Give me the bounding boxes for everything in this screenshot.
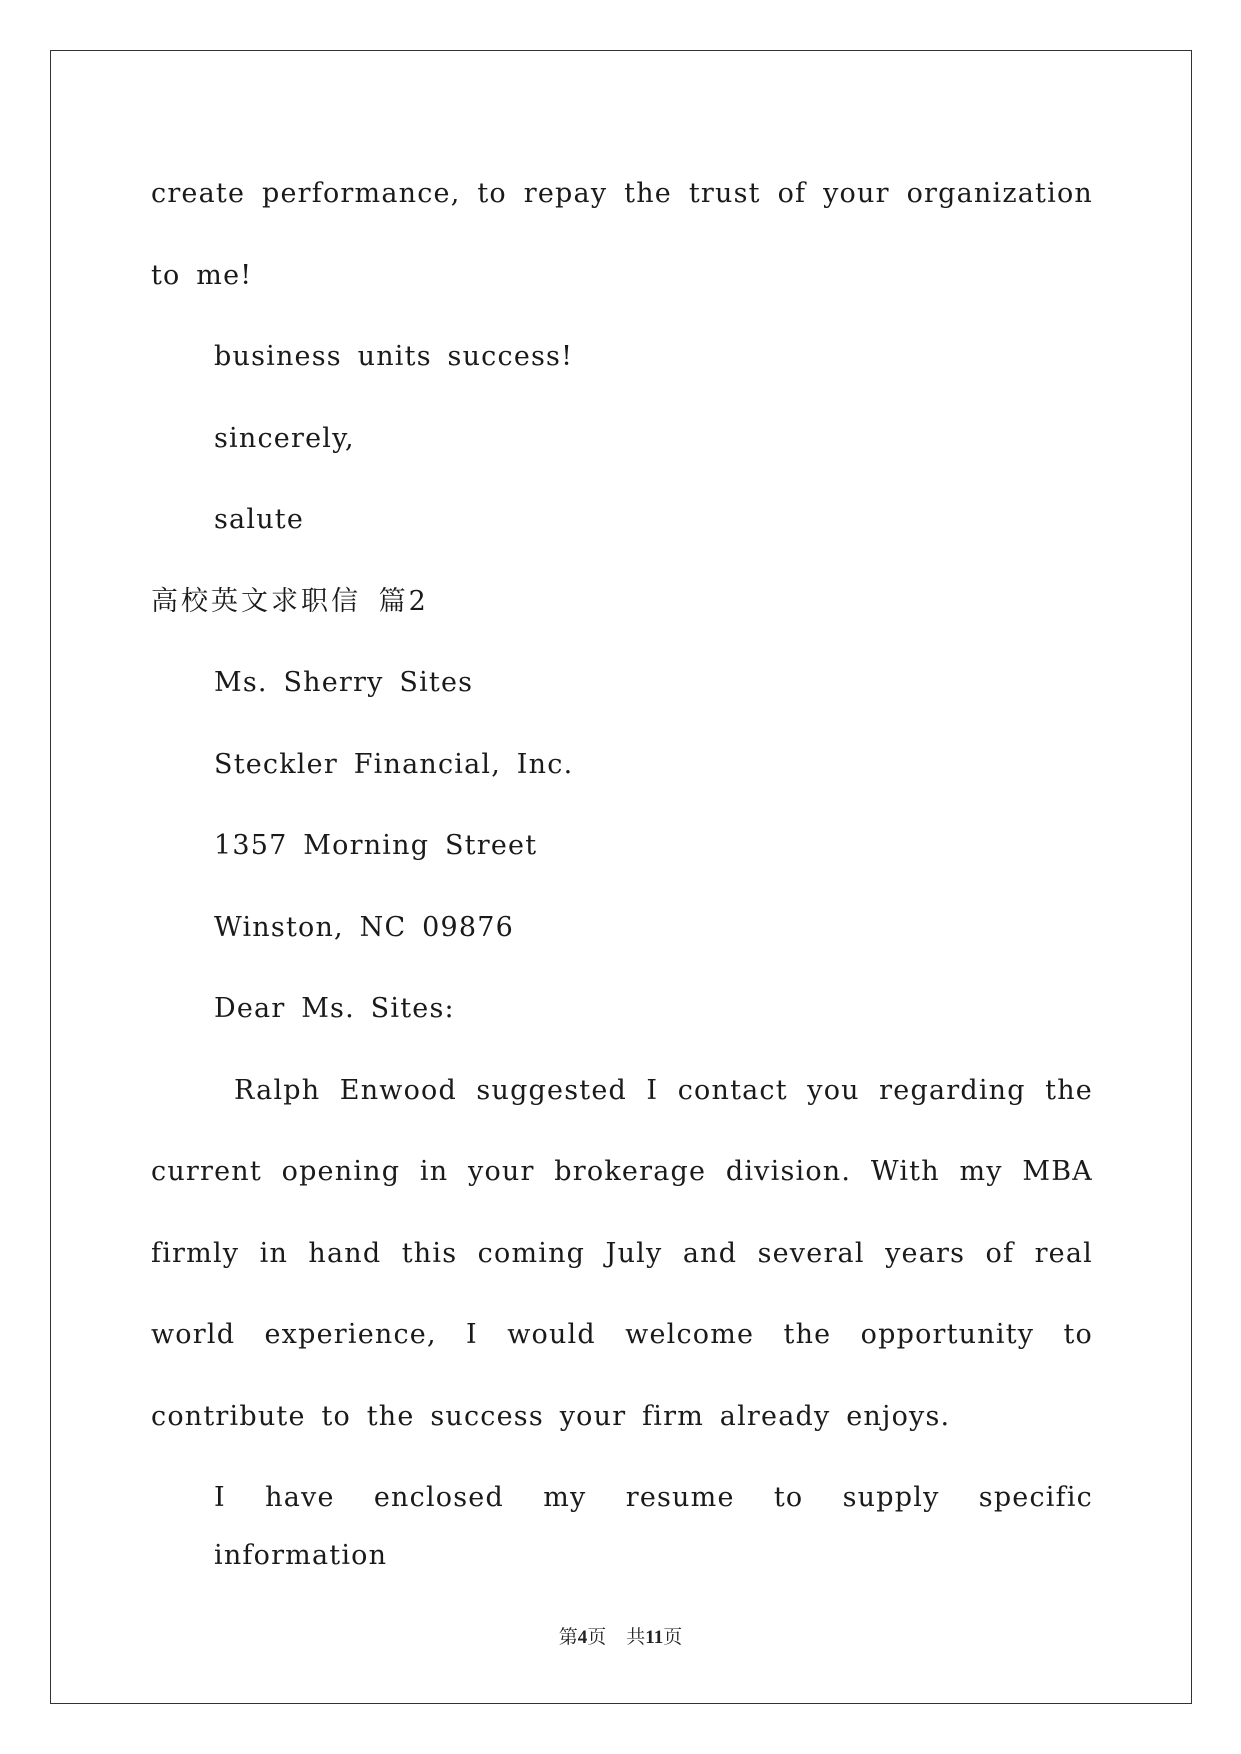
paragraph-line: Ralph Enwood suggested I contact you regarding the: [234, 1074, 1093, 1106]
address-line: 1357 Morning Street: [214, 830, 538, 861]
address-line: Steckler Financial, Inc.: [214, 748, 574, 780]
body-line: business units success!: [214, 341, 574, 372]
address-line: Winston, NC 09876: [214, 911, 514, 943]
footer-prefix: 第: [558, 1627, 578, 1648]
closing-line: sincerely,: [214, 422, 355, 454]
page-footer: [0, 1622, 1241, 1649]
section-heading: 高校英文求职信 篇2: [151, 585, 429, 617]
salutation: Dear Ms. Sites:: [214, 993, 455, 1024]
paragraph-line: firmly in hand this coming July and several years of real: [151, 1237, 1093, 1269]
footer-total-prefix: 共: [626, 1627, 646, 1648]
paragraph-line: contribute to the success your firm already enjoys.: [151, 1400, 951, 1432]
current-page-number: 4: [577, 1627, 588, 1648]
total-pages-number: 11: [645, 1627, 664, 1648]
closing-line: salute: [214, 504, 305, 535]
footer-page-suffix: 页: [587, 1627, 607, 1648]
body-line: create performance, to repay the trust of your organization: [151, 178, 1093, 209]
body-line: to me!: [151, 259, 253, 291]
document-body: [151, 165, 1093, 1571]
paragraph-line: current opening in your brokerage division. With my MBA: [151, 1156, 1093, 1187]
paragraph-line: I have enclosed my resume to supply specific information: [214, 1482, 1093, 1571]
address-line: Ms. Sherry Sites: [214, 667, 474, 698]
footer-total-suffix: 页: [663, 1627, 683, 1648]
paragraph-line: world experience, I would welcome the opportunity to: [151, 1319, 1093, 1350]
